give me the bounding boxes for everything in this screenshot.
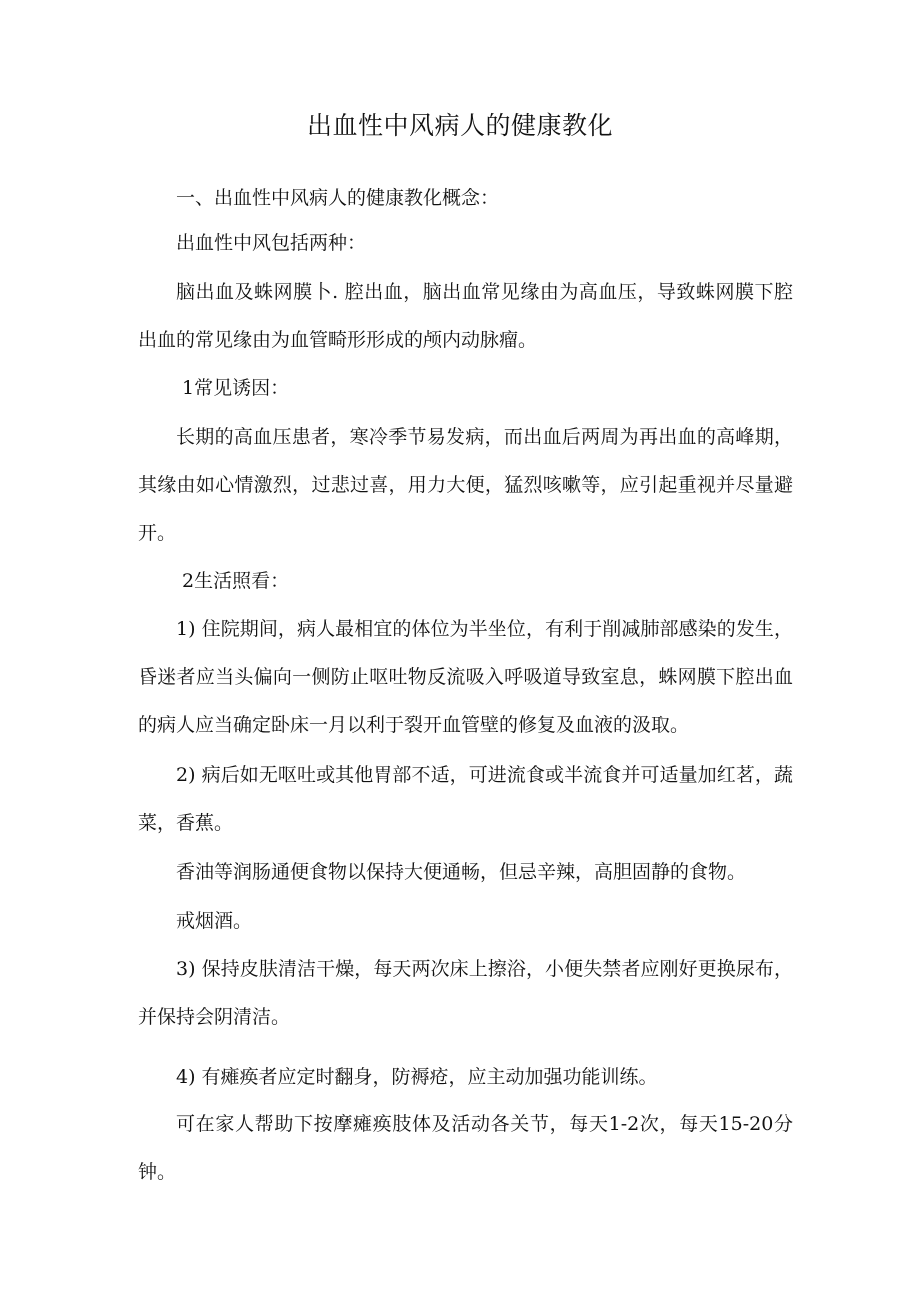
paragraph-care-3: 3) 保持皮肤清洁干燥，每天两次床上擦浴，小便失禁者应刚好更换尿布，并保持会阴清洁。	[138, 958, 793, 1028]
section-heading-triggers: 1常见诱因：	[182, 377, 290, 399]
document-title: 出血性中风病人的健康教化	[306, 111, 613, 140]
paragraph-care-2: 2) 病后如无呕吐或其他胃部不适，可进流食或半流食并可适量加红茗，蔬菜，香蕉。	[138, 764, 793, 834]
paragraph-care-1: 1) 住院期间，病人最相宜的体位为半坐位，有利于削减肺部感染的发生，昏迷者应当头偏向一侧防止呕吐物反流吸入呼吸道导致室息，蛛网膜下腔出血的病人应当确定卧床一月以利于裂开血管壁的修复及血液的汲取。	[138, 618, 793, 736]
section-heading-concept: 一、出血性中风病人的健康教化概念：	[176, 187, 500, 209]
section-heading-care: 2生活照看：	[182, 570, 290, 592]
paragraph-diet: 香油等润肠通便食物以保持大便通畅，但忌辛辣，高胆固静的食物。	[176, 861, 747, 883]
paragraph-types: 出血性中风包括两种：	[176, 232, 367, 254]
paragraph-triggers: 长期的高血压患者，寒冷季节易发病，而出血后两周为再出血的高峰期，其缘由如心情激烈，过悲过喜，用力大便，猛烈咳嗽等，应引起重视并尽量避开。	[138, 426, 793, 544]
paragraph-massage: 可在家人帮助下按摩瘫痪肢体及活动各关节，每天1-2次，每天15-20分钟。	[138, 1113, 793, 1183]
paragraph-causes: 脑出血及蛛网膜卜. 腔出血，脑出血常见缘由为高血压，导致蛛网膜下腔出血的常见缘由为血管畸形形成的颅内动脉瘤。	[138, 281, 793, 351]
paragraph-care-4: 4) 有瘫痪者应定时翻身，防褥疮，应主动加强功能训练。	[176, 1066, 658, 1088]
paragraph-no-smoking: 戒烟酒。	[176, 910, 253, 932]
